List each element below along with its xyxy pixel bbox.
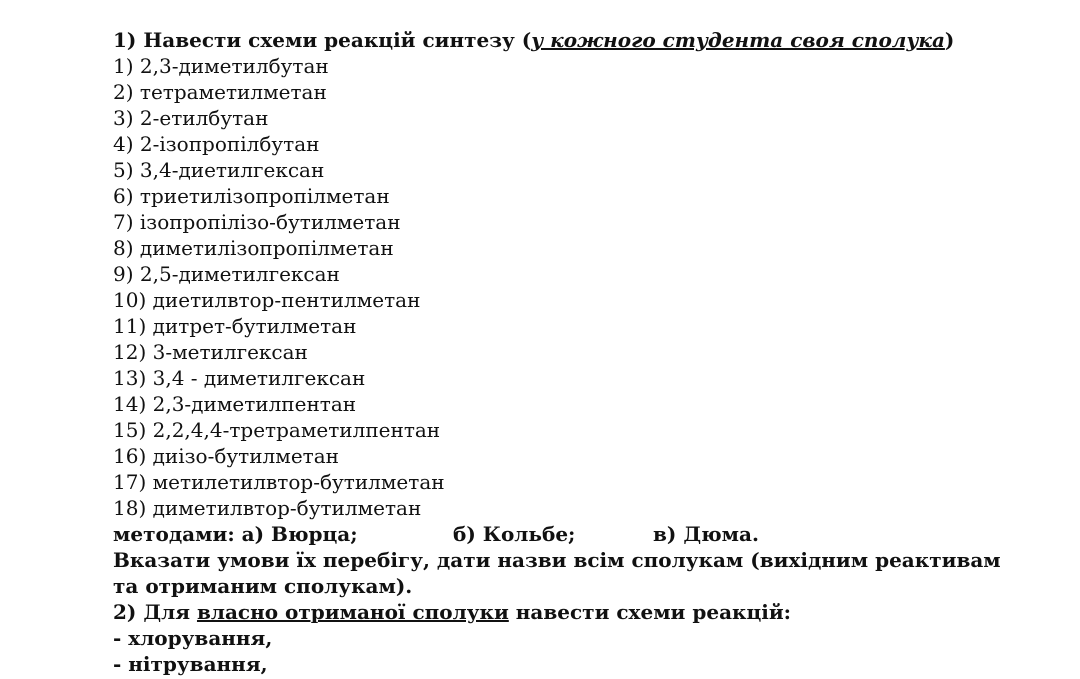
task1-heading-emphasis: у кожного студента своя сполука	[531, 28, 945, 52]
compound-item: 11) дитрет-бутилметан	[113, 314, 357, 338]
compound-list	[113, 53, 1013, 521]
compound-item: 15) 2,2,4,4-третраметилпентан	[113, 418, 441, 442]
method-b: б) Кольбе;	[453, 522, 576, 546]
method-c: в) Дюма.	[653, 522, 759, 546]
task1-heading-suffix: )	[944, 28, 955, 52]
compound-item: 1) 2,3-диметилбутан	[113, 54, 329, 78]
reaction-list	[113, 625, 1013, 677]
compound-item: 6) триетилізопропілметан	[113, 184, 390, 208]
compound-item: 3) 2-етилбутан	[113, 106, 269, 130]
compound-item: 9) 2,5-диметилгексан	[113, 262, 340, 286]
task2-heading-emphasis: власно отриманої сполуки	[196, 600, 509, 624]
task1-heading-prefix: 1) Навести схеми реакцій синтезу (	[113, 28, 532, 52]
task1-heading	[113, 27, 1013, 53]
compound-item: 10) диетилвтор-пентилметан	[113, 288, 421, 312]
compound-item: 7) ізопропілізо-бутилметан	[113, 210, 401, 234]
methods-line	[113, 521, 1013, 547]
compound-item: 16) диізо-бутилметан	[113, 444, 339, 468]
document-page	[113, 27, 1013, 677]
compound-item: 4) 2-ізопропілбутан	[113, 132, 320, 156]
compound-item: 2) тетраметилметан	[113, 80, 327, 104]
method-a: методами: а) Вюрца;	[113, 522, 358, 546]
reaction-item: - нітрування,	[113, 652, 268, 676]
reaction-item: - хлорування,	[113, 626, 273, 650]
compound-item: 17) метилетилвтор-бутилметан	[113, 470, 445, 494]
compound-item: 8) диметилізопропілметан	[113, 236, 394, 260]
compound-item: 18) диметилвтор-бутилметан	[113, 496, 422, 520]
task2-heading	[113, 599, 1013, 625]
task2-heading-suffix: навести схеми реакцій:	[508, 600, 792, 624]
task2-heading-prefix: 2) Для	[113, 600, 197, 624]
compound-item: 12) 3-метилгексан	[113, 340, 308, 364]
compound-item: 14) 2,3-диметилпентан	[113, 392, 357, 416]
compound-item: 13) 3,4 - диметилгексан	[113, 366, 366, 390]
conditions-text: Вказати умови їх перебігу, дати назви всім сполукам (вихідним реактивам та отриманим сполукам).	[113, 548, 1001, 598]
compound-item: 5) 3,4-диетилгексан	[113, 158, 325, 182]
